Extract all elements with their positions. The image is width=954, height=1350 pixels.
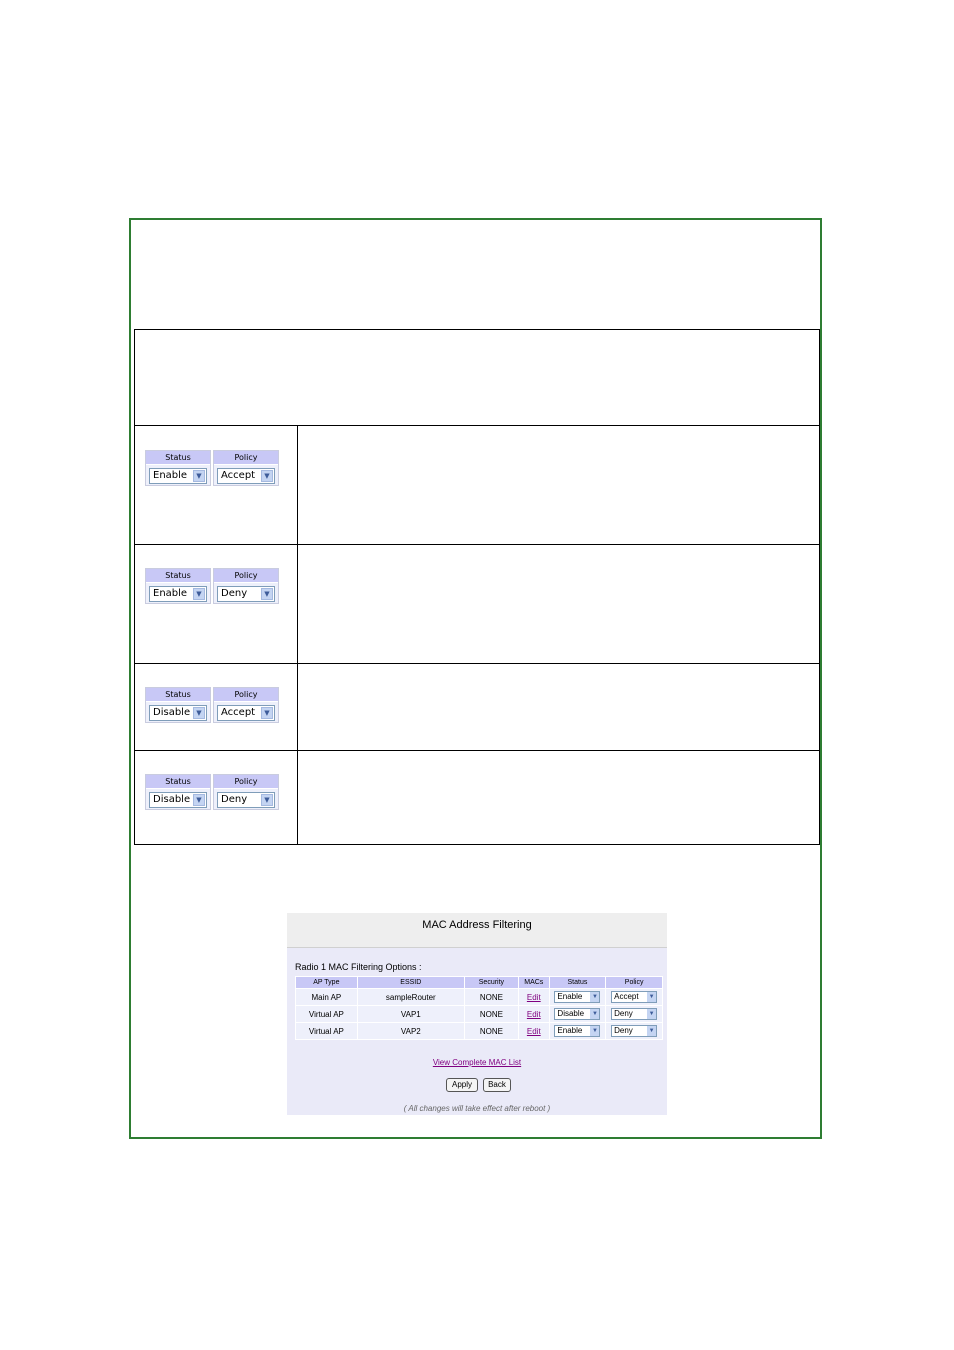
security-cell: NONE: [464, 1023, 518, 1040]
policy-select[interactable]: Accept ▼: [611, 991, 657, 1003]
column-header: AP Type: [296, 977, 358, 989]
edit-link[interactable]: Edit: [526, 992, 541, 1002]
policy-header: Policy: [214, 688, 278, 702]
essid-cell: sampleRouter: [357, 989, 464, 1006]
status-select[interactable]: Enable ▼: [554, 1025, 600, 1037]
chevron-down-icon: ▼: [193, 794, 205, 806]
chevron-down-icon: ▼: [261, 707, 273, 719]
policy-select[interactable]: Deny ▼: [611, 1008, 657, 1020]
table-divider: [135, 663, 819, 664]
chevron-down-icon: ▼: [648, 1011, 655, 1017]
table-header-row: [296, 977, 663, 989]
security-cell: NONE: [464, 1006, 518, 1023]
table-column-divider: [297, 425, 298, 844]
status-policy-widget: [145, 450, 281, 486]
policy-header: Policy: [214, 569, 278, 583]
description-table: [134, 329, 820, 845]
policy-header: Policy: [214, 775, 278, 789]
status-header: Status: [146, 688, 210, 702]
table-divider: [135, 544, 819, 545]
table-divider: [135, 750, 819, 751]
essid-cell: VAP1: [357, 1006, 464, 1023]
status-select[interactable]: Disable ▼: [149, 705, 207, 721]
status-select[interactable]: Enable ▼: [149, 586, 207, 602]
chevron-down-icon: ▼: [261, 470, 273, 482]
chevron-down-icon: ▼: [193, 588, 205, 600]
ap-type-cell: Virtual AP: [296, 1023, 358, 1040]
status-select[interactable]: Enable ▼: [554, 991, 600, 1003]
ap-type-cell: Virtual AP: [296, 1006, 358, 1023]
page-title: MAC Address Filtering: [422, 919, 532, 931]
chevron-down-icon: ▼: [193, 707, 205, 719]
status-header: Status: [146, 775, 210, 789]
status-policy-widget: [145, 774, 281, 810]
table-divider: [135, 425, 819, 426]
table-row: [296, 1023, 663, 1040]
policy-select[interactable]: Deny ▼: [217, 792, 275, 808]
status-policy-widget: [145, 687, 281, 723]
policy-header: Policy: [214, 451, 278, 465]
reboot-note: ( All changes will take effect after reboot ): [403, 1104, 551, 1113]
policy-select[interactable]: Deny ▼: [611, 1025, 657, 1037]
back-button[interactable]: Back: [483, 1078, 511, 1092]
status-select[interactable]: Enable ▼: [149, 468, 207, 484]
column-header: Policy: [606, 977, 663, 989]
column-header: MACs: [518, 977, 549, 989]
edit-link[interactable]: Edit: [526, 1026, 541, 1036]
mac-filter-table: [295, 976, 663, 1040]
status-header: Status: [146, 569, 210, 583]
security-cell: NONE: [464, 989, 518, 1006]
status-select[interactable]: Disable ▼: [554, 1008, 600, 1020]
ap-type-cell: Main AP: [296, 989, 358, 1006]
edit-link[interactable]: Edit: [526, 1009, 541, 1019]
status-select[interactable]: Disable ▼: [149, 792, 207, 808]
chevron-down-icon: ▼: [648, 1028, 655, 1034]
chevron-down-icon: ▼: [261, 794, 273, 806]
policy-select[interactable]: Accept ▼: [217, 705, 275, 721]
chevron-down-icon: ▼: [261, 588, 273, 600]
policy-select[interactable]: Accept ▼: [217, 468, 275, 484]
table-row: [296, 989, 663, 1006]
chevron-down-icon: ▼: [193, 470, 205, 482]
status-header: Status: [146, 451, 210, 465]
chevron-down-icon: ▼: [591, 1011, 598, 1017]
apply-button[interactable]: Apply: [446, 1078, 478, 1092]
view-mac-list-link[interactable]: View Complete MAC List: [432, 1058, 522, 1067]
chevron-down-icon: ▼: [591, 1028, 598, 1034]
mac-filtering-screenshot: [287, 913, 667, 1115]
chevron-down-icon: ▼: [591, 994, 598, 1000]
policy-select[interactable]: Deny ▼: [217, 586, 275, 602]
chevron-down-icon: ▼: [648, 994, 655, 1000]
status-policy-widget: [145, 568, 281, 604]
column-header: Status: [549, 977, 606, 989]
table-row: [296, 1006, 663, 1023]
column-header: Security: [464, 977, 518, 989]
essid-cell: VAP2: [357, 1023, 464, 1040]
options-subtitle: Radio 1 MAC Filtering Options :: [295, 962, 422, 972]
column-header: ESSID: [357, 977, 464, 989]
